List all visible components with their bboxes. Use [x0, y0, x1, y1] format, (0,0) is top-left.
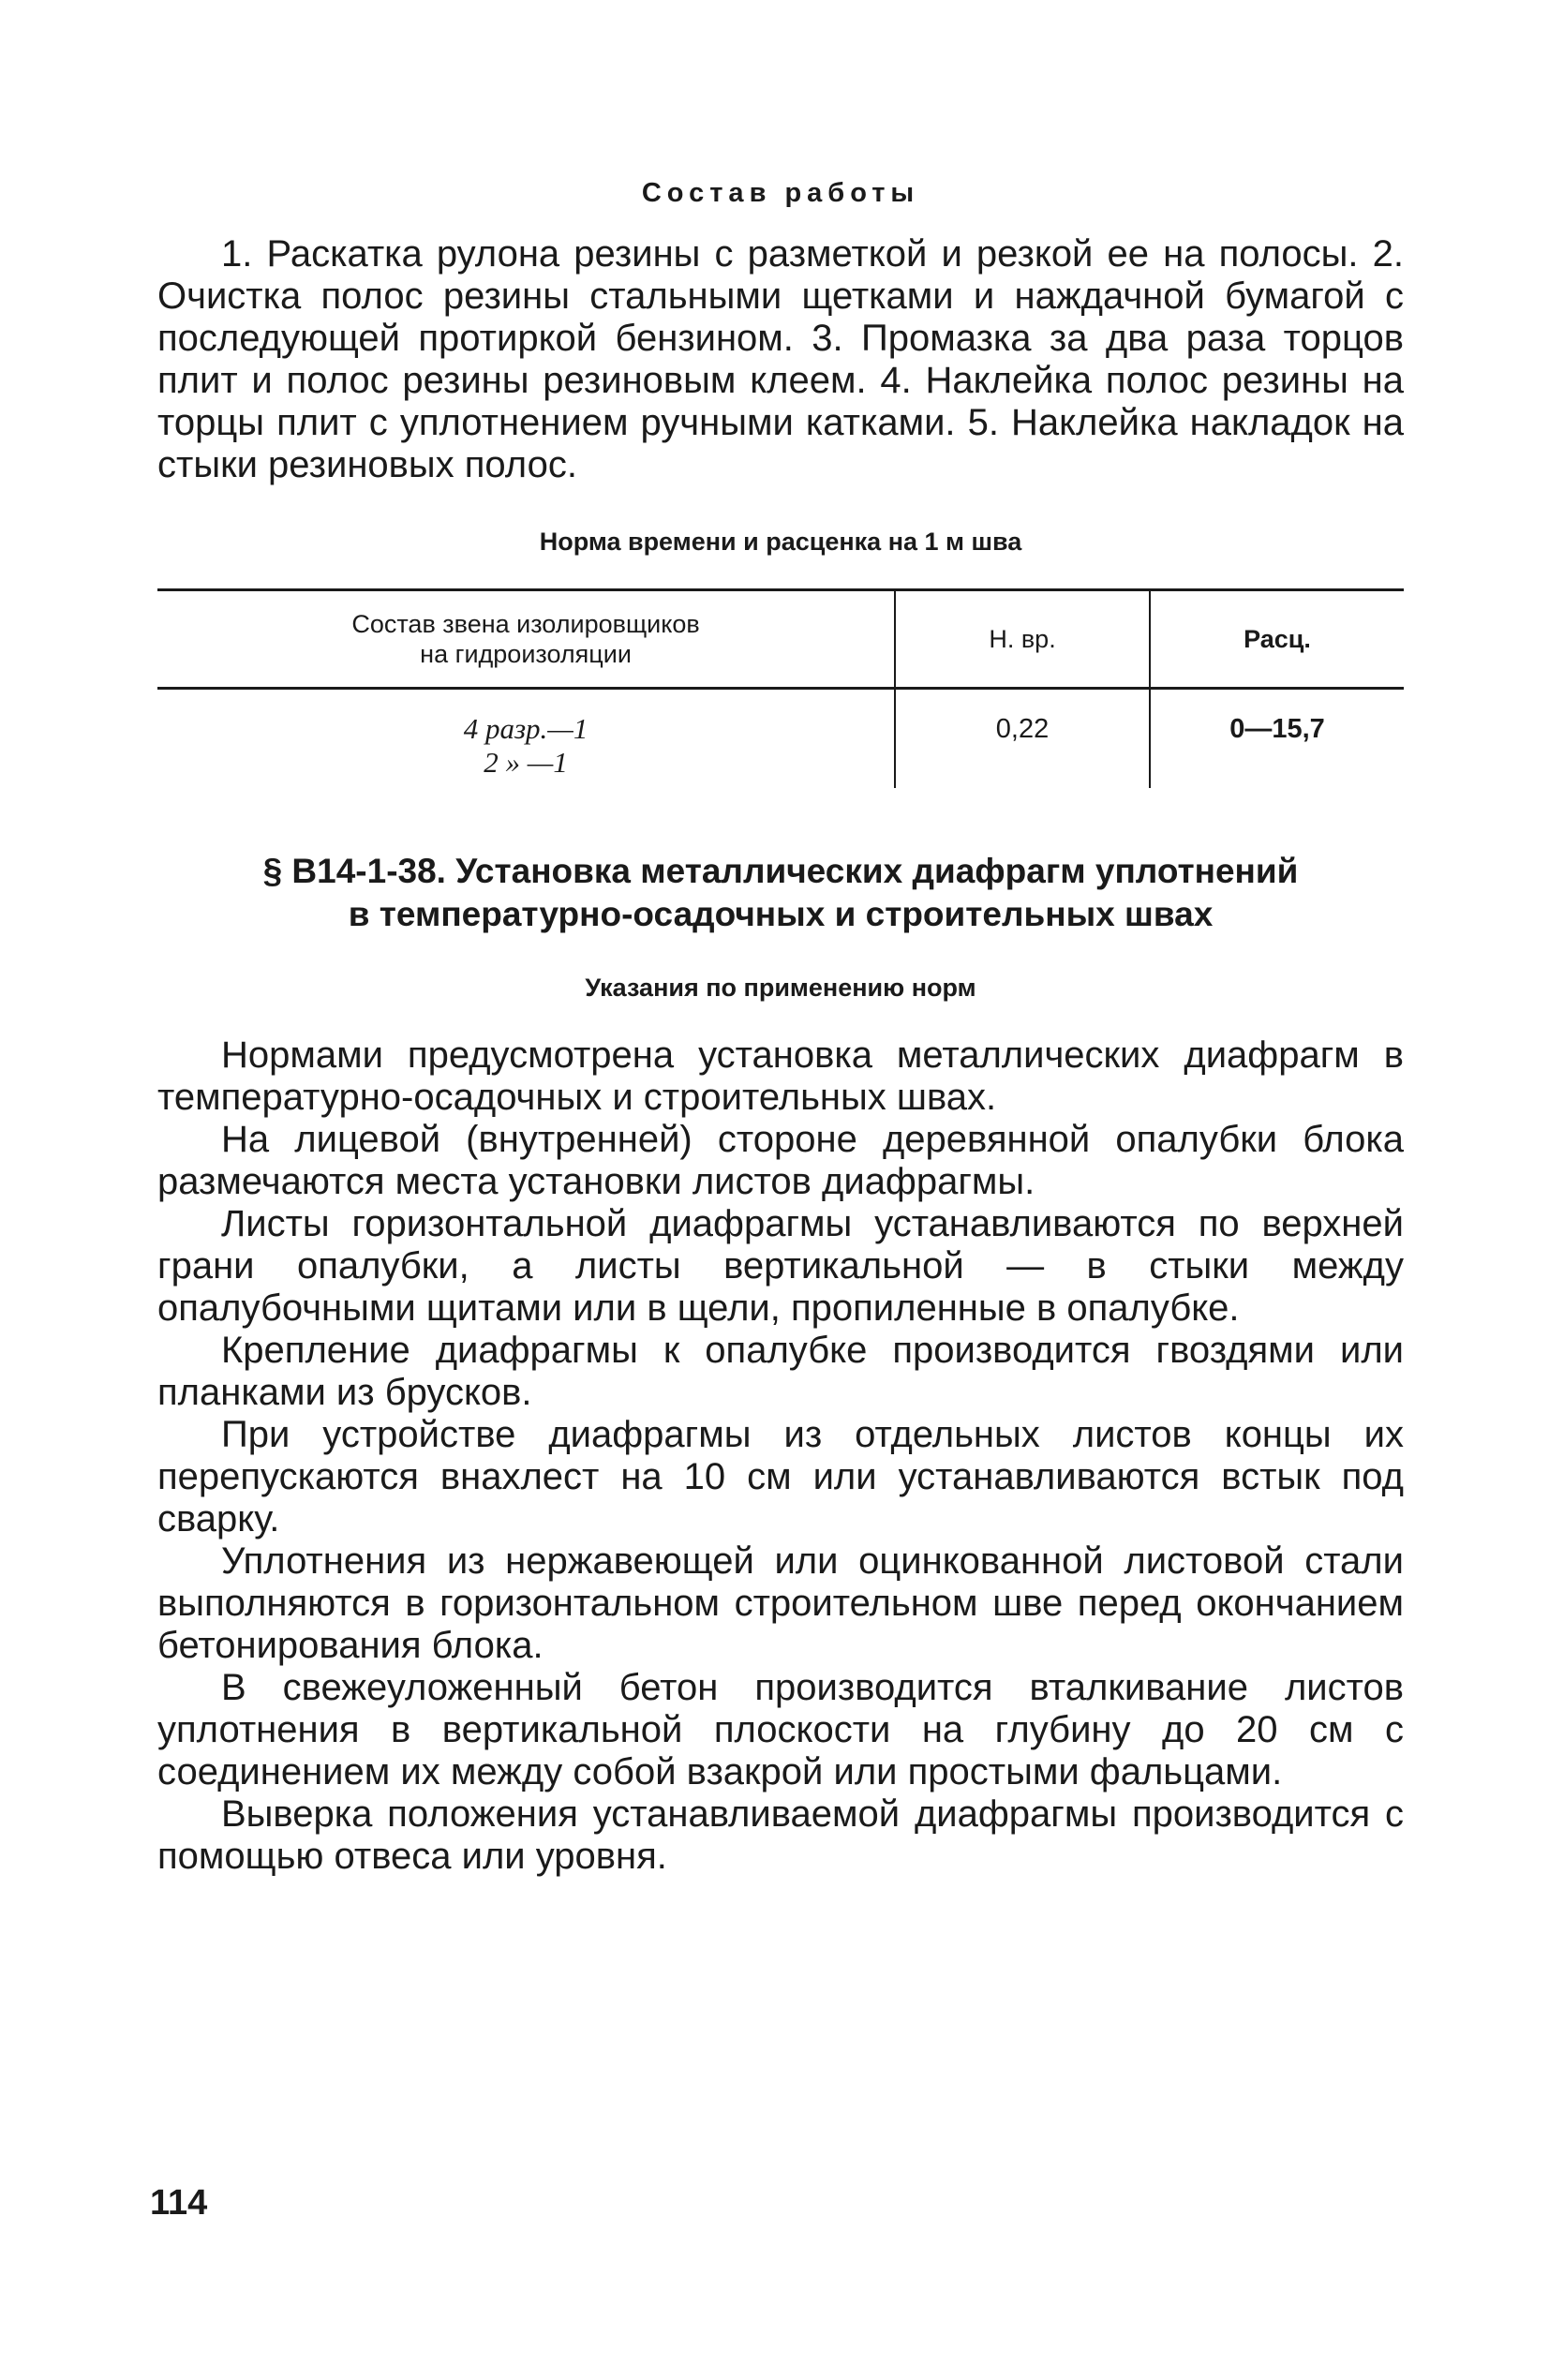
section-paragraph-4: Крепление диафрагмы к опалубке производится гвоздями или планками из брусков.: [157, 1330, 1404, 1413]
header-time: Н. вр.: [895, 590, 1150, 689]
section-subheading: Указания по применению норм: [585, 974, 976, 1002]
norm-table-header-row: [157, 590, 1404, 689]
section-title-line2: в температурно-осадочных и строительных швах: [348, 895, 1214, 933]
work-composition-text: 1. Раскатка рулона резины с разметкой и резкой ее на полосы. 2. Очистка полос резины стальными щетками и наждачной бумагой с последующей протиркой бензином. 3. Промазка за два раза торцов плит и полос резины резиновым клеем. 4. Наклейка полос резины на торцы плит с уплотнением ручными катками. 5. Наклейка накладок на стыки резиновых полос.: [157, 233, 1404, 485]
section-title-line1: § В14-1-38. Установка металлических диафрагм уплотнений: [262, 852, 1299, 890]
section-paragraph-3: Листы горизонтальной диафрагмы устанавливаются по верхней грани опалубки, а листы вертикальной — в стыки между опалубочными щитами или в щели, пропиленные в опалубке.: [157, 1203, 1404, 1329]
norm-table: [157, 588, 1404, 788]
cell-crew-line2: 2 » —1: [484, 746, 568, 779]
header-crew-line1: Состав звена изолировщиков: [351, 610, 700, 638]
cell-time: 0,22: [895, 689, 1150, 789]
page-number: 114: [150, 2183, 208, 2223]
section-title: [157, 850, 1404, 936]
header-rate: Расц.: [1150, 590, 1404, 689]
work-composition-heading: Состав работы: [641, 178, 920, 208]
section-paragraph-6: Уплотнения из нержавеющей или оцинкованной листовой стали выполняются в горизонтальном строительном шве перед окончанием бетонирования блока.: [157, 1540, 1404, 1666]
section-paragraph-1: Нормами предусмотрена установка металлических диафрагм в температурно-осадочных и строительных швах.: [157, 1034, 1404, 1118]
section-paragraph-8: Выверка положения устанавливаемой диафрагмы производится с помощью отвеса или уровня.: [157, 1793, 1404, 1877]
table-row: [157, 689, 1404, 789]
norm-table-caption: Норма времени и расценка на 1 м шва: [539, 528, 1022, 556]
cell-crew: [157, 689, 895, 789]
cell-rate: 0—15,7: [1150, 689, 1404, 789]
document-page: [157, 178, 1404, 1878]
section-paragraph-7: В свежеуложенный бетон производится вталкивание листов уплотнения в вертикальной плоскости на глубину до 20 см с соединением их между собой взакрой или простыми фальцами.: [157, 1667, 1404, 1792]
section-paragraph-5: При устройстве диафрагмы из отдельных листов концы их перепускаются внахлест на 10 см или устанавливаются встык под сварку.: [157, 1414, 1404, 1540]
header-crew-line2: на гидроизоляции: [420, 640, 632, 668]
header-crew: [157, 590, 895, 689]
section-paragraph-2: На лицевой (внутренней) стороне деревянной опалубки блока размечаются места установки листов диафрагмы.: [157, 1119, 1404, 1202]
cell-crew-line1: 4 разр.—1: [463, 712, 588, 745]
